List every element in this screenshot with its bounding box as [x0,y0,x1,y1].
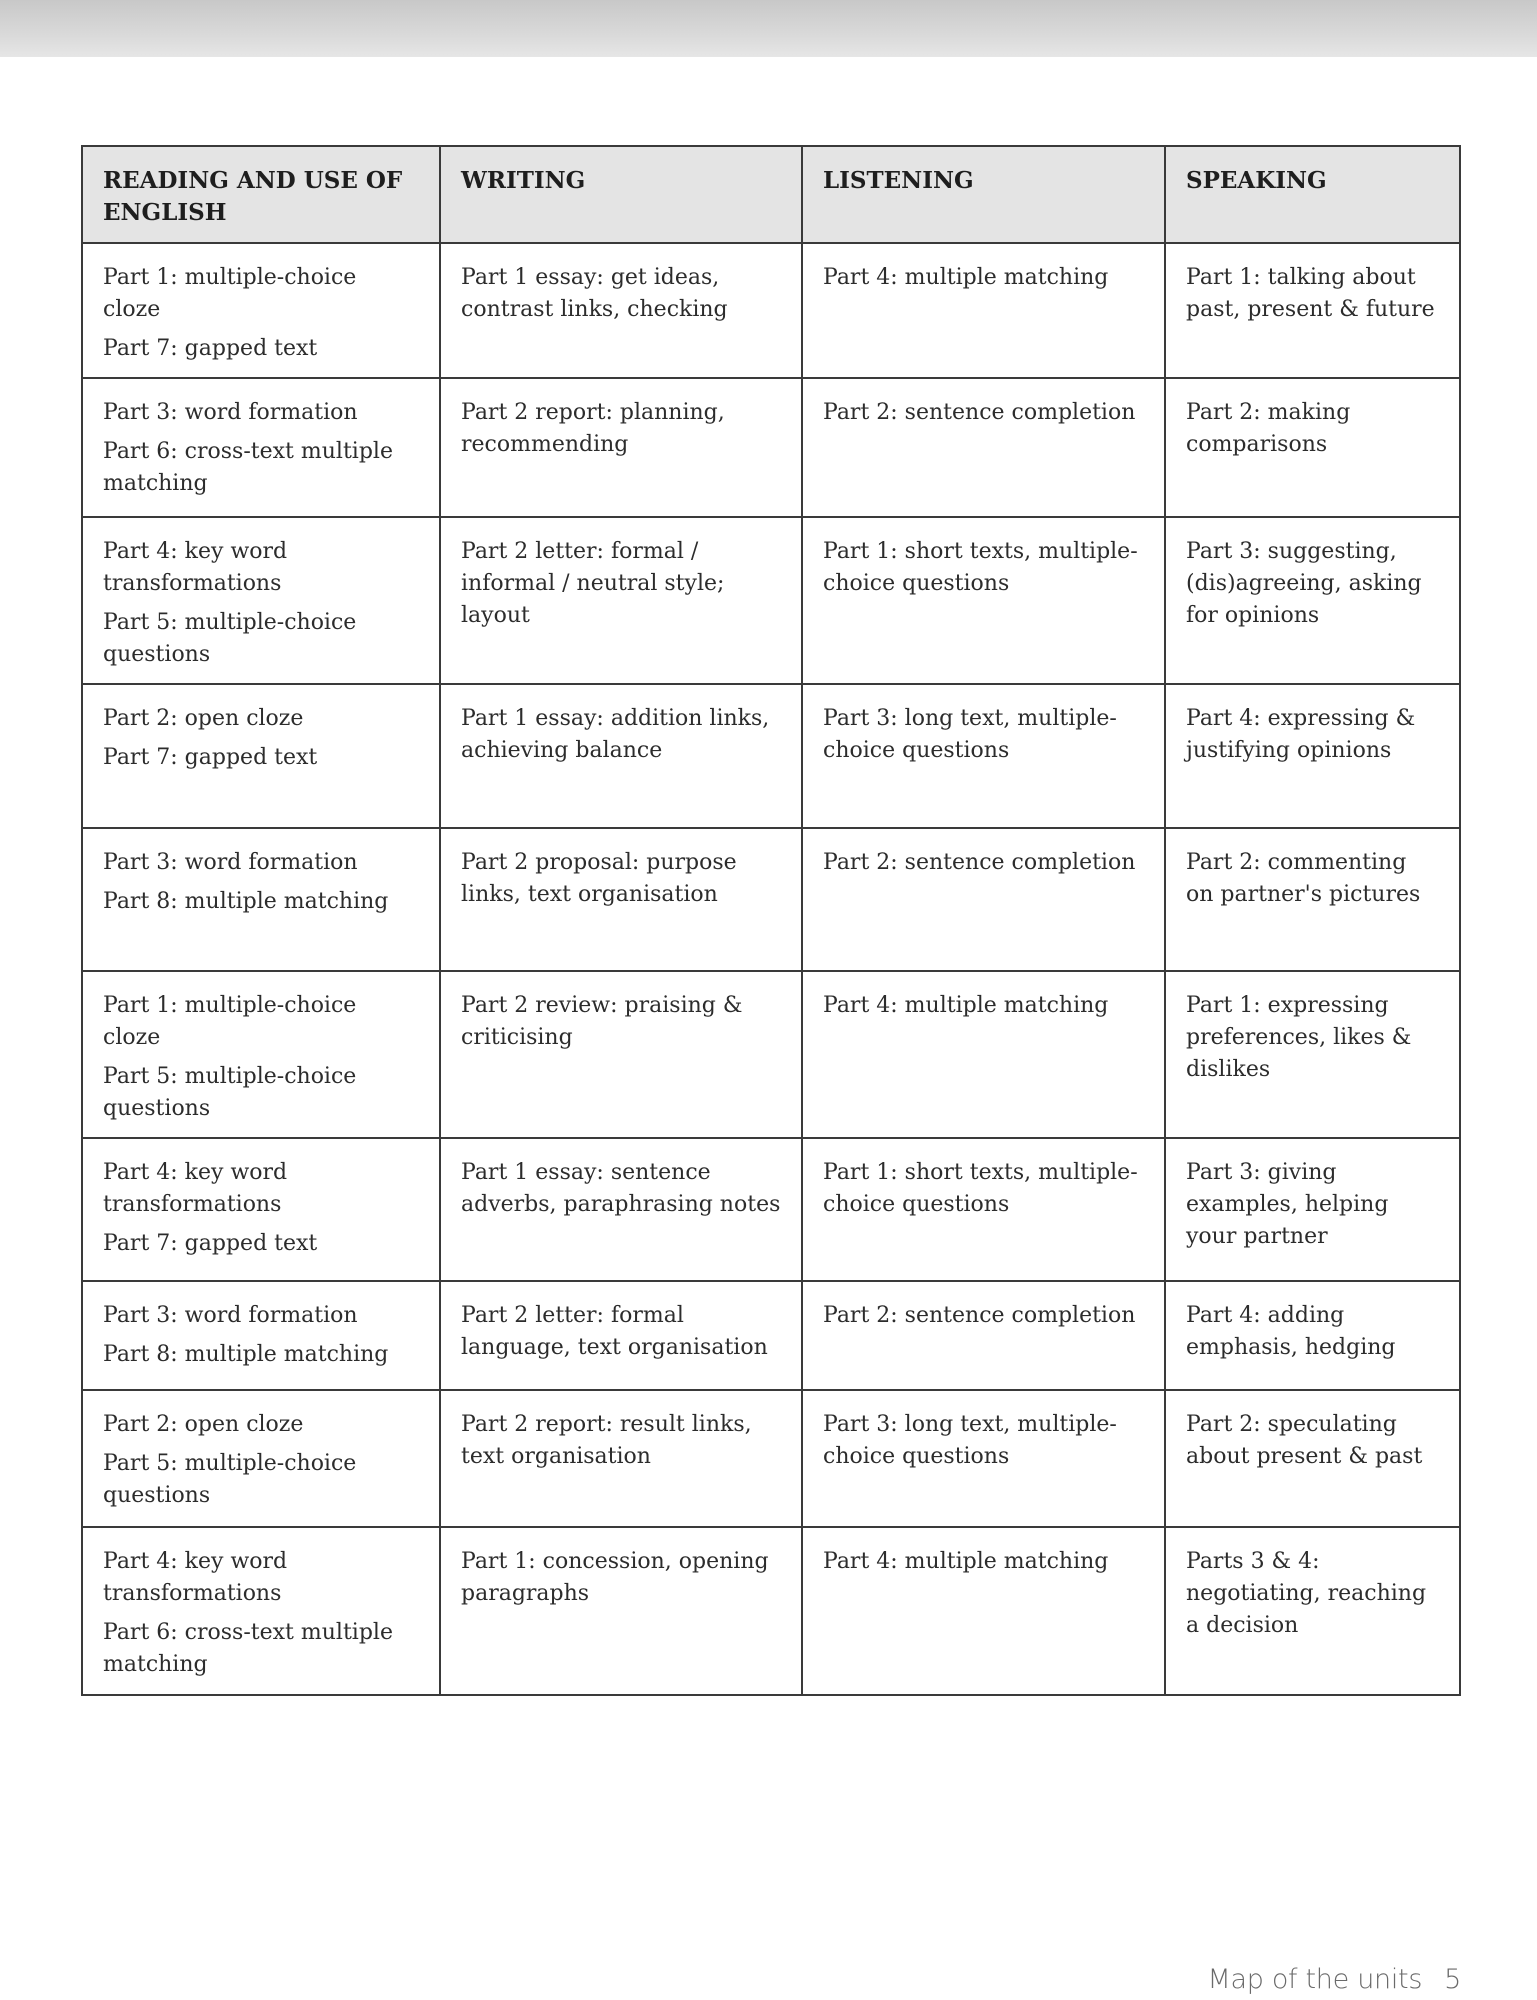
listening-cell: Part 2: sentence completion [802,1281,1165,1390]
reading-cell [82,1281,440,1390]
reading-item: Part 6: cross-text multiple matching [103,439,393,496]
reading-item: Part 5: multiple-choice questions [103,610,357,667]
reading-item: Part 4: key word transformations [103,1160,288,1217]
scan-top-band [0,0,1537,57]
writing-cell: Part 2 report: planning, recommending [440,378,802,517]
speaking-cell: Parts 3 & 4: negotiating, reaching a decision [1165,1527,1460,1695]
speaking-cell: Part 1: talking about past, present & future [1165,243,1460,378]
table-row [82,1138,1460,1281]
reading-cell [82,517,440,684]
reading-cell [82,971,440,1138]
speaking-cell: Part 2: making comparisons [1165,378,1460,517]
reading-item: Part 3: word formation [103,1303,358,1328]
reading-item: Part 5: multiple-choice questions [103,1064,357,1121]
reading-item: Part 2: open cloze [103,706,304,731]
table-row [82,243,1460,378]
reading-item: Part 4: key word transformations [103,539,288,596]
reading-item: Part 8: multiple matching [103,889,389,914]
table-row [82,378,1460,517]
header-listening: LISTENING [802,146,1165,243]
table-row [82,971,1460,1138]
header-writing: WRITING [440,146,802,243]
footer-title: Map of the units [1207,1964,1423,1995]
writing-cell: Part 2 report: result links, text organisation [440,1390,802,1527]
listening-cell: Part 3: long text, multiple-choice questions [802,1390,1165,1527]
header-speaking: SPEAKING [1165,146,1460,243]
reading-cell [82,378,440,517]
listening-cell: Part 2: sentence completion [802,828,1165,971]
reading-item: Part 3: word formation [103,850,358,875]
listening-cell: Part 4: multiple matching [802,243,1165,378]
reading-item: Part 7: gapped text [103,336,318,361]
speaking-cell: Part 2: speculating about present & past [1165,1390,1460,1527]
speaking-cell: Part 3: giving examples, helping your partner [1165,1138,1460,1281]
reading-item: Part 6: cross-text multiple matching [103,1620,393,1677]
reading-item: Part 8: multiple matching [103,1342,389,1367]
reading-item: Part 7: gapped text [103,745,318,770]
writing-cell: Part 1 essay: get ideas, contrast links, checking [440,243,802,378]
reading-item: Part 1: multiple-choice cloze [103,993,357,1050]
reading-cell [82,1527,440,1695]
reading-item: Part 4: key word transformations [103,1549,288,1606]
reading-cell [82,243,440,378]
writing-cell: Part 1 essay: addition links, achieving balance [440,684,802,828]
table-row [82,828,1460,971]
table-row [82,1527,1460,1695]
reading-cell [82,828,440,971]
table-row [82,1390,1460,1527]
table-row [82,517,1460,684]
speaking-cell: Part 4: expressing & justifying opinions [1165,684,1460,828]
listening-cell: Part 3: long text, multiple-choice questions [802,684,1165,828]
page-footer [1207,1964,1461,1995]
writing-cell: Part 2 review: praising & criticising [440,971,802,1138]
writing-cell: Part 2 letter: formal / informal / neutral style; layout [440,517,802,684]
reading-cell [82,1138,440,1281]
table-row [82,684,1460,828]
speaking-cell: Part 1: expressing preferences, likes & dislikes [1165,971,1460,1138]
reading-item: Part 7: gapped text [103,1231,318,1256]
writing-cell: Part 1: concession, opening paragraphs [440,1527,802,1695]
reading-item: Part 1: multiple-choice cloze [103,265,357,322]
listening-cell: Part 4: multiple matching [802,1527,1165,1695]
reading-cell [82,684,440,828]
units-map-table [81,145,1461,1696]
listening-cell: Part 2: sentence completion [802,378,1165,517]
table-row [82,1281,1460,1390]
reading-item: Part 3: word formation [103,400,358,425]
table-header-row [82,146,1460,243]
reading-cell [82,1390,440,1527]
listening-cell: Part 4: multiple matching [802,971,1165,1138]
speaking-cell: Part 4: adding emphasis, hedging [1165,1281,1460,1390]
speaking-cell: Part 2: commenting on partner's pictures [1165,828,1460,971]
reading-item: Part 2: open cloze [103,1412,304,1437]
reading-item: Part 5: multiple-choice questions [103,1451,357,1508]
page-number: 5 [1444,1964,1461,1995]
header-reading: READING AND USE OF ENGLISH [82,146,440,243]
listening-cell: Part 1: short texts, multiple-choice questions [802,1138,1165,1281]
listening-cell: Part 1: short texts, multiple-choice questions [802,517,1165,684]
writing-cell: Part 2 proposal: purpose links, text organisation [440,828,802,971]
speaking-cell: Part 3: suggesting, (dis)agreeing, asking for opinions [1165,517,1460,684]
writing-cell: Part 1 essay: sentence adverbs, paraphrasing notes [440,1138,802,1281]
writing-cell: Part 2 letter: formal language, text organisation [440,1281,802,1390]
